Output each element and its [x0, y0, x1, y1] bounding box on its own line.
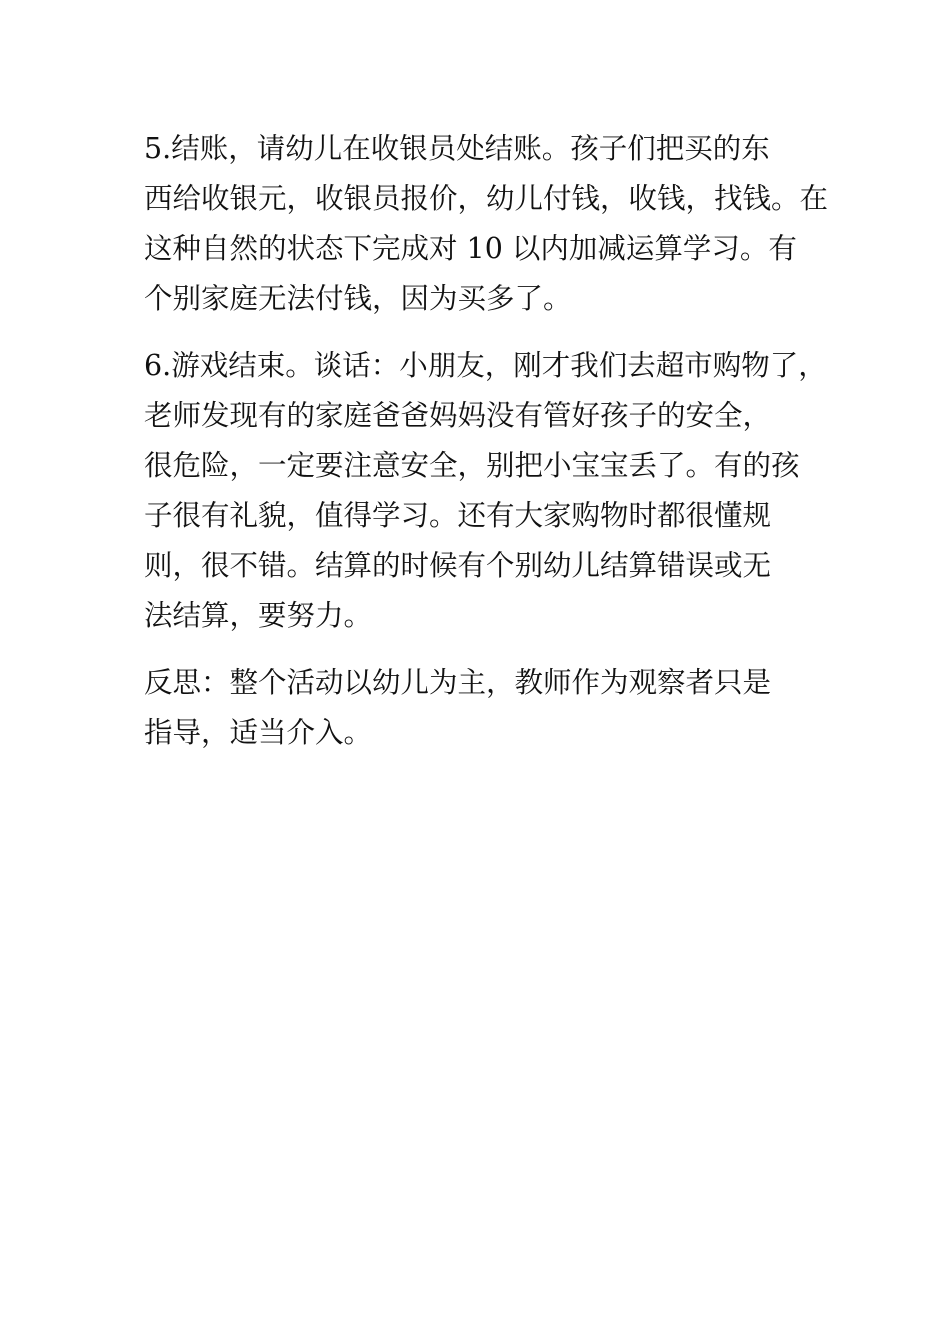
text-line: 指导，适当介入。 — [144, 716, 373, 749]
text-line: 则，很不错。结算的时候有个别幼儿结算错误或无 — [144, 549, 772, 582]
paragraph-checkout — [144, 124, 829, 324]
text-line: 很危险，一定要注意安全，别把小宝宝丢了。有的孩 — [144, 449, 800, 482]
paragraph-game-end — [144, 341, 827, 641]
text-line: 反思：整个活动以幼儿为主，教师作为观察者只是 — [144, 666, 772, 699]
text-line: 西给收银元，收银员报价，幼儿付钱，收钱，找钱。在 — [144, 182, 829, 215]
paragraph-reflection — [144, 658, 824, 758]
text-line: 5.结账，请幼儿在收银员处结账。孩子们把买的东 — [144, 132, 770, 165]
text-line: 子很有礼貌，值得学习。还有大家购物时都很懂规 — [144, 499, 772, 532]
text-line: 个别家庭无法付钱，因为买多了。 — [144, 282, 572, 315]
text-line: 6.游戏结束。谈话：小朋友，刚才我们去超市购物了， — [144, 349, 827, 382]
document-body — [144, 124, 829, 775]
text-line: 这种自然的状态下完成对 10 以内加减运算学习。有 — [144, 232, 797, 265]
text-line: 法结算，要努力。 — [144, 599, 373, 632]
text-line: 老师发现有的家庭爸爸妈妈没有管好孩子的安全， — [144, 399, 772, 432]
